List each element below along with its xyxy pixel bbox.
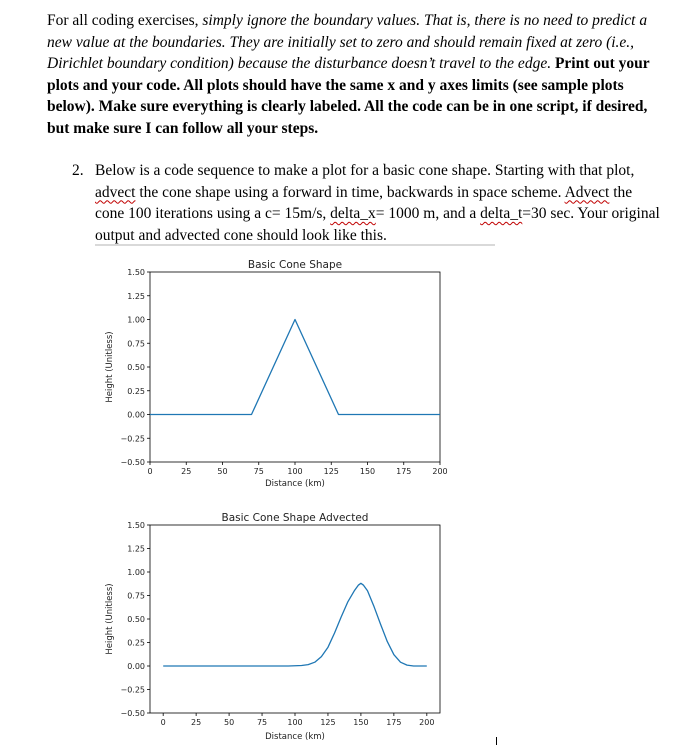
x-tick-label: 0 <box>147 467 153 476</box>
x-tick-label: 175 <box>396 467 412 476</box>
y-tick-label: 1.50 <box>127 521 145 530</box>
chart-advected-cone <box>0 505 696 745</box>
y-axis-label: Height (Unitless) <box>105 331 115 403</box>
y-tick-label: −0.50 <box>120 458 145 467</box>
x-tick-label: 100 <box>287 718 303 727</box>
text-divider <box>95 244 495 246</box>
question-text <box>95 160 665 246</box>
x-tick-label: 75 <box>253 467 264 476</box>
question-text-1: Below is a code sequence to make a plot for a basic cone shape. Starting with that plot, <box>95 162 635 179</box>
y-tick-label: 0.00 <box>127 662 145 671</box>
y-axis-label: Height (Unitless) <box>105 583 115 655</box>
y-tick-label: 0.75 <box>127 591 145 601</box>
y-tick-label: −0.25 <box>120 685 145 695</box>
x-tick-label: 75 <box>256 718 268 727</box>
x-tick-label: 50 <box>223 718 235 727</box>
y-tick-label: 1.50 <box>127 268 145 277</box>
plot-frame <box>150 272 440 462</box>
y-tick-label: −0.50 <box>120 709 145 718</box>
chart-basic-cone <box>0 250 696 500</box>
x-tick-label: 175 <box>386 718 402 727</box>
question-text-2: the cone shape using a forward in time, backwards in space scheme. <box>135 183 565 201</box>
x-tick-label: 50 <box>217 467 228 476</box>
y-tick-label: 0.50 <box>127 615 145 624</box>
series-line-0 <box>150 320 440 415</box>
question-number: 2. <box>72 162 84 179</box>
x-tick-label: 125 <box>323 467 339 476</box>
y-tick-label: 0.00 <box>127 410 145 420</box>
instructions-italic: simply ignore the boundary values. That is, there is no need to predict a new value at the boundaries. They are initially set to zero and should remain fixed at zero (i.e., Dirichlet boundary condition) because the disturbance doesn’t travel to the edge. <box>47 12 648 72</box>
x-tick-label: 150 <box>359 467 376 476</box>
x-tick-label: 200 <box>432 467 448 476</box>
question-text-3: the cone 100 iterations using a c= 15m/s, <box>95 183 633 222</box>
y-tick-label: 0.75 <box>127 339 145 349</box>
y-tick-label: 1.00 <box>127 315 145 325</box>
x-tick-label: 25 <box>191 718 202 727</box>
spellcheck-word-advect-2: Advect <box>564 183 610 201</box>
chart-title: Basic Cone Shape Advected <box>221 512 369 524</box>
x-tick-label: 0 <box>160 718 166 727</box>
y-tick-label: 1.25 <box>127 291 145 301</box>
series-line-0 <box>163 583 427 666</box>
x-axis-label: Distance (km) <box>265 479 325 489</box>
x-tick-label: 100 <box>287 467 303 476</box>
spellcheck-word-delta-x: delta_x <box>330 205 376 222</box>
x-tick-label: 25 <box>181 467 192 476</box>
y-tick-label: −0.25 <box>120 434 145 444</box>
y-tick-label: 1.00 <box>127 568 145 577</box>
y-tick-label: 0.25 <box>127 638 145 648</box>
chart-title: Basic Cone Shape <box>247 259 343 271</box>
y-tick-label: 0.25 <box>127 386 145 396</box>
text-cursor <box>496 737 497 745</box>
y-tick-label: 0.50 <box>127 363 145 372</box>
plot-frame <box>150 525 440 713</box>
x-axis-label: Distance (km) <box>265 732 325 742</box>
instructions-paragraph <box>47 10 672 139</box>
x-tick-label: 150 <box>353 718 369 727</box>
question-text-5: =30 sec. Your original output and advected cone should look like this. <box>95 205 660 244</box>
instructions-lead: For all coding exercises, <box>47 12 203 29</box>
instructions-bold: Print out your plots and your code. All plots should have the same x and y axes limits (see sample plots below). Make sure everything is clearly labeled. All the code can be in one script, if desired, but make sure I can follow all your steps. <box>47 55 650 137</box>
x-tick-label: 125 <box>320 718 336 727</box>
spellcheck-word-advect: advect <box>95 183 136 201</box>
x-tick-label: 200 <box>419 718 435 727</box>
y-tick-label: 1.25 <box>127 544 145 554</box>
question-text-4: = 1000 m, and a <box>375 205 481 222</box>
spellcheck-word-delta-t: delta_t <box>480 205 523 222</box>
